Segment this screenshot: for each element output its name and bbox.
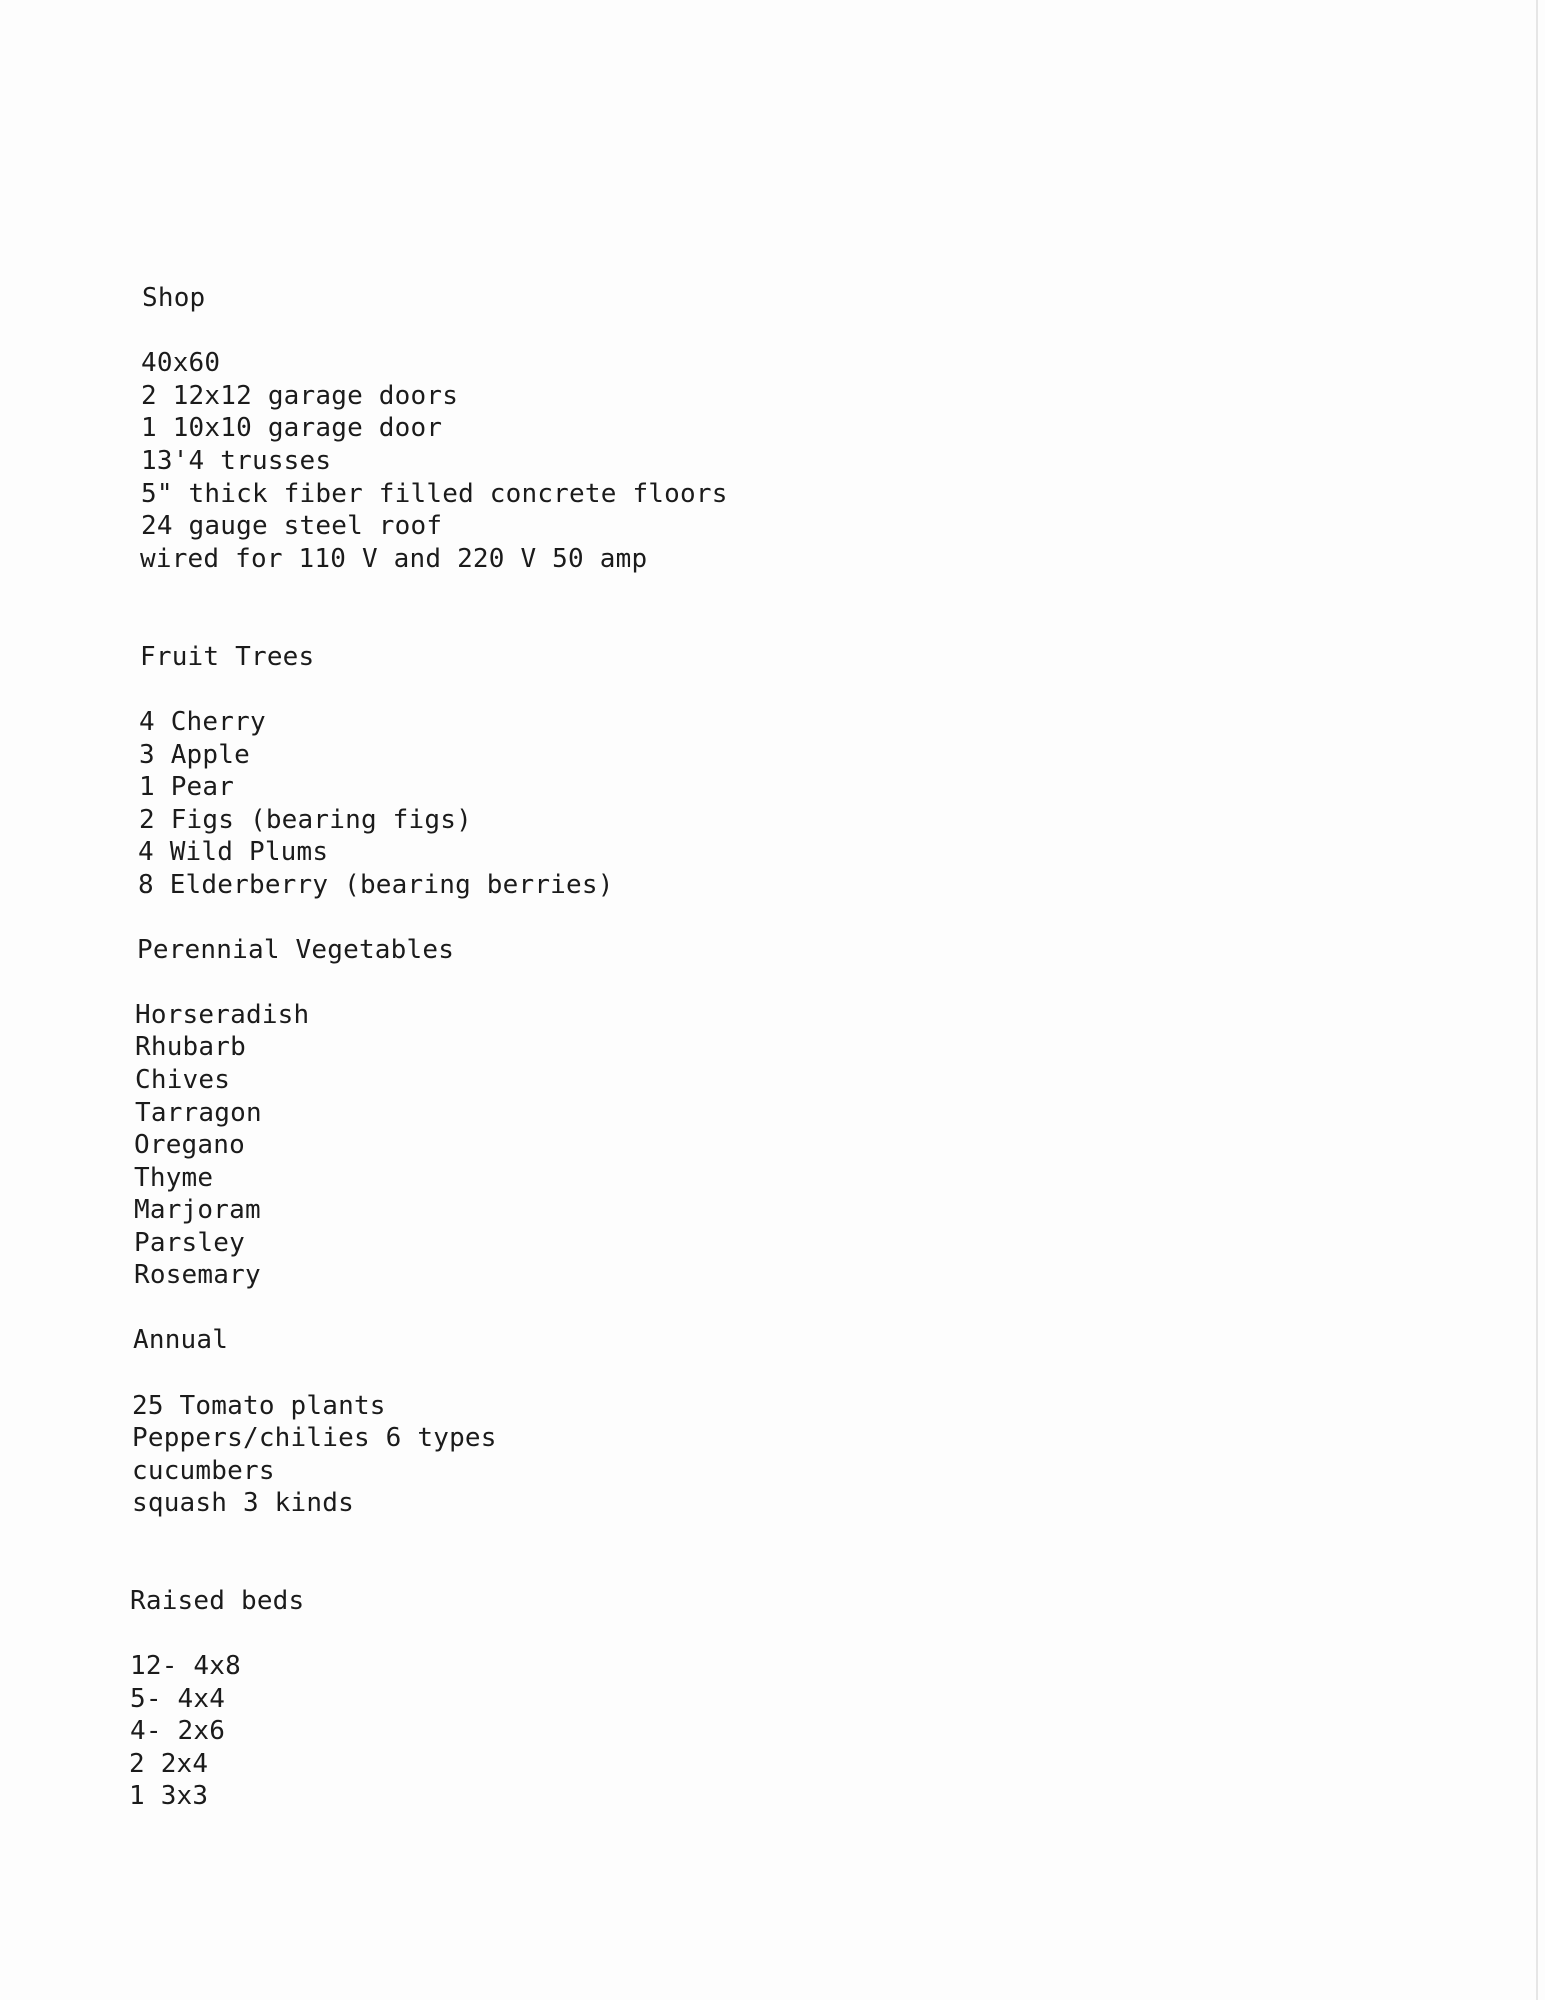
list-item: Peppers/chilies 6 types <box>132 1423 497 1453</box>
section-heading-fruit-trees: Fruit Trees <box>140 642 315 672</box>
list-item: wired for 110 V and 220 V 50 amp <box>140 544 648 574</box>
list-item: 4 Cherry <box>139 707 266 737</box>
section-heading-perennial-vegetables: Perennial Vegetables <box>137 935 455 965</box>
list-item: 2 12x12 garage doors <box>141 381 459 411</box>
list-item: 5" thick fiber filled concrete floors <box>141 479 728 509</box>
list-item: Oregano <box>134 1130 245 1160</box>
list-item: 24 gauge steel roof <box>141 511 443 541</box>
list-item: Parsley <box>134 1228 245 1258</box>
section-heading-annual: Annual <box>133 1325 229 1355</box>
list-item: 4- 2x6 <box>130 1716 226 1746</box>
list-item: 1 3x3 <box>129 1781 209 1811</box>
list-item: 40x60 <box>141 348 221 378</box>
list-item: 8 Elderberry (bearing berries) <box>138 870 614 900</box>
list-item: 5- 4x4 <box>130 1684 226 1714</box>
list-item: 1 10x10 garage door <box>141 413 443 443</box>
list-item: 1 Pear <box>139 772 235 802</box>
list-item: 2 Figs (bearing figs) <box>139 805 472 835</box>
list-item: 4 Wild Plums <box>138 837 329 867</box>
list-item: cucumbers <box>132 1456 275 1486</box>
list-item: Chives <box>135 1065 231 1095</box>
list-item: 2 2x4 <box>129 1749 209 1779</box>
list-item: Marjoram <box>134 1195 261 1225</box>
list-item: Tarragon <box>135 1098 262 1128</box>
list-item: 12- 4x8 <box>130 1651 241 1681</box>
list-item: Rhubarb <box>135 1032 246 1062</box>
list-item: Horseradish <box>135 1000 310 1030</box>
page-edge <box>1536 0 1538 2000</box>
list-item: 3 Apple <box>139 740 250 770</box>
list-item: 25 Tomato plants <box>132 1391 386 1421</box>
section-heading-raised-beds: Raised beds <box>130 1586 305 1616</box>
section-heading-shop: Shop <box>142 283 206 313</box>
list-item: Rosemary <box>134 1260 261 1290</box>
list-item: squash 3 kinds <box>132 1488 354 1518</box>
list-item: 13'4 trusses <box>141 446 332 476</box>
list-item: Thyme <box>134 1163 214 1193</box>
